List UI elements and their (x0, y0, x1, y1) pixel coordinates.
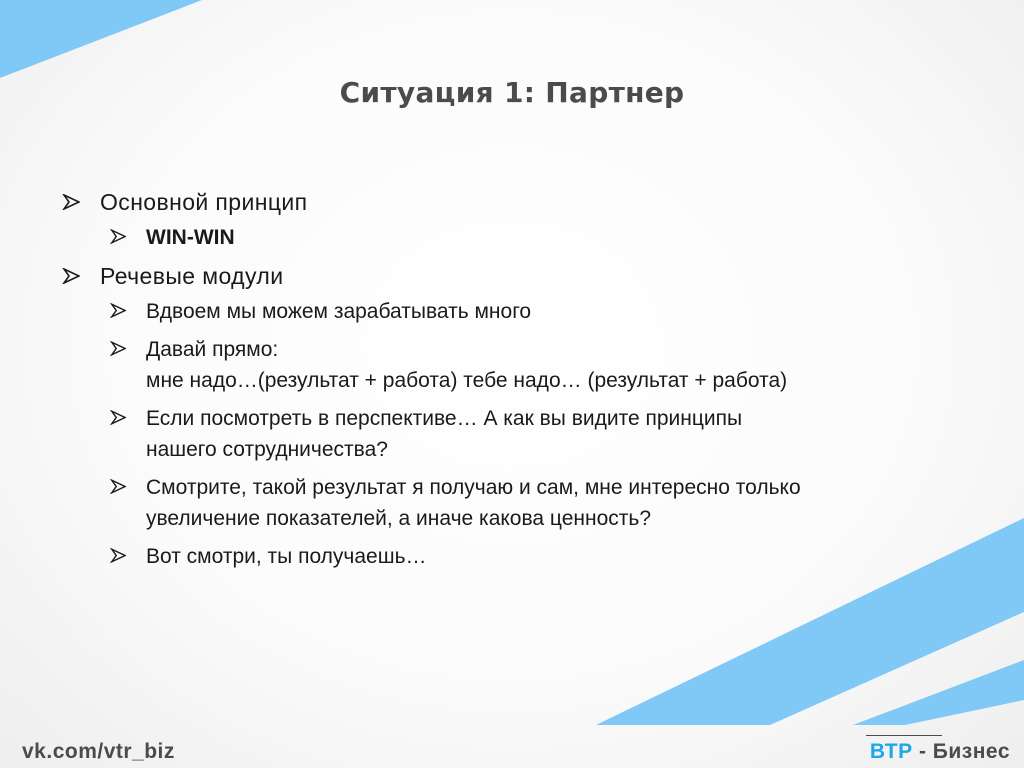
sub-bullet-text-line-2: нашего сотрудничества? (146, 438, 388, 461)
sub-bullet-text: Вот смотри, ты получаешь… (146, 545, 427, 568)
sub-bullet-text-line-1: Давай прямо: (146, 338, 279, 361)
bullet-item-speech-modules (62, 260, 982, 292)
brand-accent: ВТР (869, 740, 913, 763)
sub-bullet-look (110, 541, 982, 572)
bullet-item-main-principle (62, 186, 982, 218)
chevron-arrow-icon (110, 341, 126, 356)
sub-bullet-direct (110, 334, 982, 396)
sub-bullet-text-line-1: Если посмотреть в перспективе… А как вы видите принципы (146, 407, 743, 430)
sub-bullet-text-line-2: увеличение показателей, а иначе какова ценность? (146, 507, 651, 530)
chevron-arrow-icon (110, 303, 126, 318)
sub-bullet-perspective (110, 403, 982, 465)
sub-bullet-win-win (110, 222, 982, 253)
sub-bullet-text: Вдвоем мы можем зарабатывать много (146, 300, 532, 323)
sub-bullet-text-line-2: мне надо…(результат + работа) тебе надо… (результат + работа) (146, 369, 788, 392)
sub-bullet-result (110, 472, 982, 534)
slide-title: Ситуация 1: Партнер (339, 76, 685, 109)
chevron-arrow-icon (62, 194, 80, 210)
bullet-text: Основной принцип (100, 189, 308, 215)
sub-bullet-text: WIN-WIN (146, 226, 235, 249)
footer-brand (870, 740, 1010, 764)
top-left-stripe (0, 0, 202, 78)
footer-divider (866, 735, 942, 736)
footer-link[interactable]: vk.com/vtr_biz (22, 740, 175, 763)
chevron-arrow-icon (110, 479, 126, 494)
chevron-arrow-icon (110, 410, 126, 425)
chevron-arrow-icon (110, 229, 126, 244)
sub-bullet-text-line-1: Смотрите, такой результат я получаю и сам, мне интересно только (146, 476, 801, 499)
brand-rest: - Бизнес (912, 740, 1010, 763)
chevron-arrow-icon (110, 548, 126, 563)
sub-bullet-earn-together (110, 296, 982, 327)
chevron-arrow-icon (62, 268, 80, 284)
bullet-text: Речевые модули (100, 263, 284, 289)
bullet-list (62, 186, 982, 579)
